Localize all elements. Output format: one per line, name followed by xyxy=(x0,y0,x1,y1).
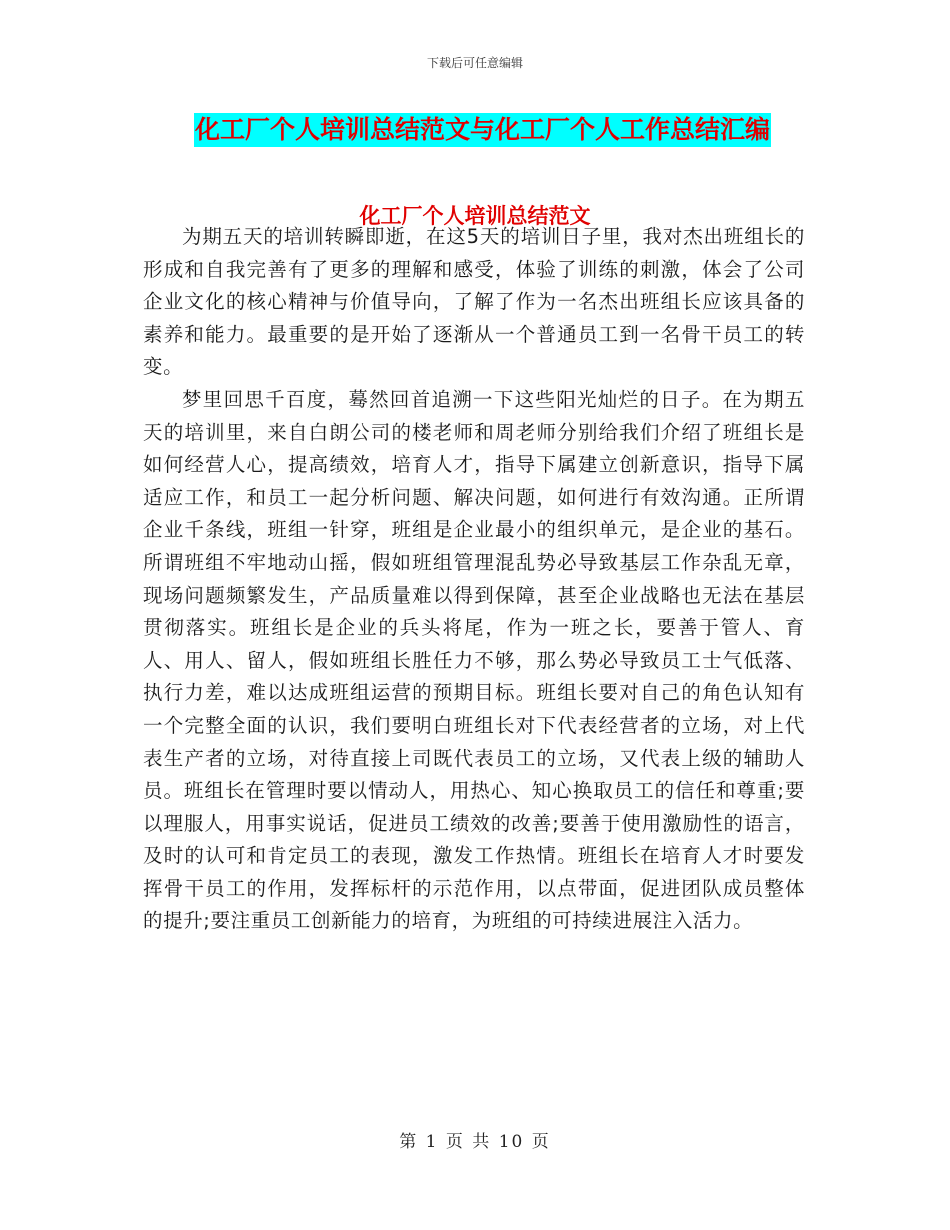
main-title: 化工厂个人培训总结范文与化工厂个人工作总结汇编 xyxy=(194,113,771,147)
header-note: 下载后可任意编辑 xyxy=(426,56,523,70)
paragraph-1: 为期五天的培训转瞬即逝，在这5天的培训日子里，我对杰出班组长的形成和自我完善有了更多的理解和感受，体验了训练的刺激，体会了公司企业文化的核心精神与价值导向，了解了作为一名杰出班组长应该具备的素养和能力。最重要的是开始了逐渐从一个普通员工到一名骨干员工的转变。 xyxy=(143,225,805,379)
page-footer: 第 1 页 共 10 页 xyxy=(399,1132,551,1152)
section-title: 化工厂个人培训总结范文 xyxy=(359,204,591,228)
document-body xyxy=(143,221,805,938)
paragraph-2: 梦里回思千百度，蓦然回首追溯一下这些阳光灿烂的日子。在为期五天的培训里，来自白朗公司的楼老师和周老师分别给我们介绍了班组长是如何经营人心，提高绩效，培育人才，指导下属建立创新意识，指导下属适应工作，和员工一起分析问题、解决问题，如何进行有效沟通。正所谓企业千条线，班组一针穿，班组是企业最小的组织单元，是企业的基石。所谓班组不牢地动山摇，假如班组管理混乱势必导致基层工作杂乱无章，现场问题频繁发生，产品质量难以得到保障，甚至企业战略也无法在基层贯彻落实。班组长是企业的兵头将尾，作为一班之长，要善于管人、育人、用人、留人，假如班组长胜任力不够，那么势必导致员工士气低落、执行力差，难以达成班组运营的预期目标。班组长要对自己的角色认知有一个完整全面的认识，我们要明白班组长对下代表经营者的立场，对上代表生产者的立场，对待直接上司既代表员工的立场，又代表上级的辅助人员。班组长在管理时要以情动人，用热心、知心换取员工的信任和尊重;要以理服人，用事实说话，促进员工绩效的改善;要善于使用激励性的语言，及时的认可和肯定员工的表现，激发工作热情。班组长在培育人才时要发挥骨干员工的作用，发挥标杆的示范作用，以点带面，促进团队成员整体的提升;要注重员工创新能力的培育，为班组的可持续进展注入活力。 xyxy=(143,387,805,933)
